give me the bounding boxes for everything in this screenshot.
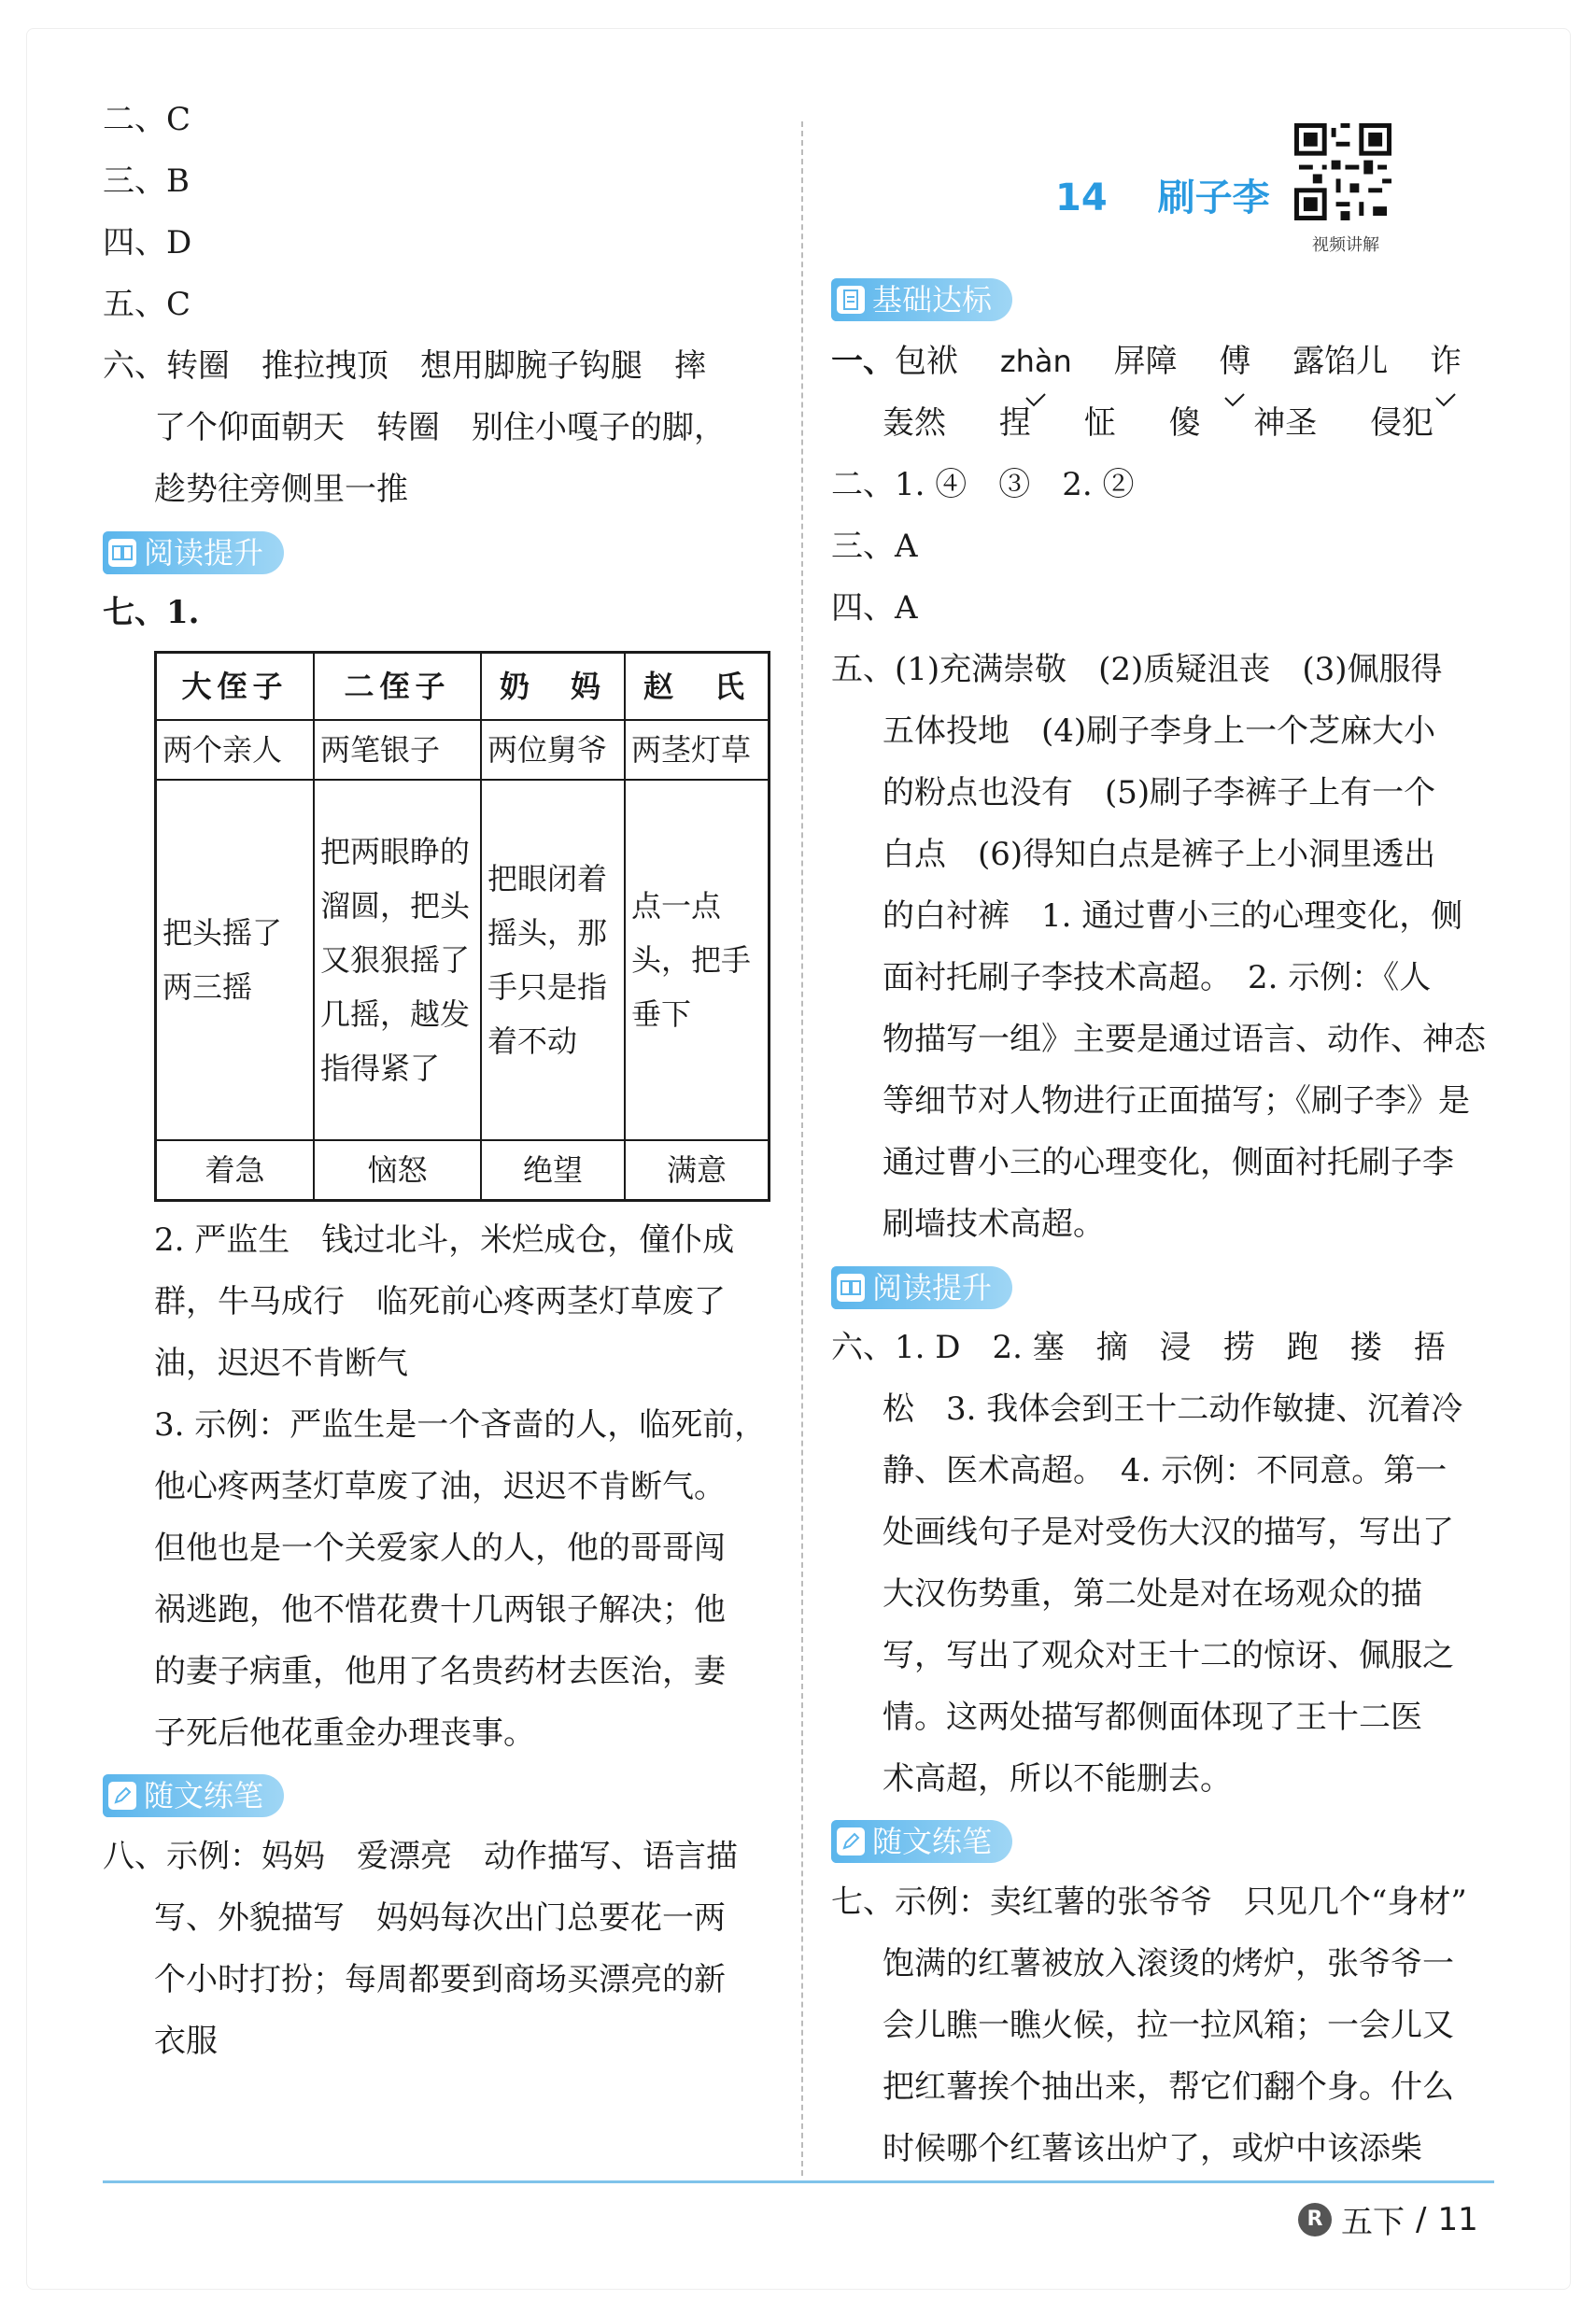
answer-q4: 四、D (103, 224, 192, 261)
answer-q8-line4: 衣服 (154, 2023, 218, 2060)
table-cell: 着急 (156, 1140, 315, 1201)
answer-q7-3-line1: 3. 示例：严监生是一个吝啬的人，临死前， (154, 1406, 767, 1444)
answer-q8-line3: 个小时打扮；每周都要到商场买漂亮的新 (154, 1961, 726, 1998)
page-footer (1298, 2196, 1478, 2242)
answer-q5-line1: 五、(1)充满崇敬 (2)质疑沮丧 (3)佩服得 (831, 651, 1443, 688)
lesson-name: 刷子李 (1157, 176, 1270, 219)
grade-label: 五下 (1341, 2204, 1405, 2241)
answer-q1-prefix: 一、 (831, 343, 895, 380)
section-tag-writing-right (831, 1820, 1012, 1863)
section-tag-reading-right (831, 1266, 1012, 1309)
answer-q7-3-line4: 祸逃跑，他不惜花费十几两银子解决；他 (154, 1591, 726, 1629)
table-cell: 两笔银子 (314, 720, 481, 780)
book-icon (108, 539, 136, 567)
answer-q6-line1: 六、1. D 2. 塞 摘 浸 捞 跑 搂 捂 (831, 1329, 1446, 1366)
answer-q7-2-line1: 2. 严监生 钱过北斗，米烂成仓，僮仆成 (154, 1221, 735, 1259)
table-cell: 点一点头，把手垂下 (625, 780, 770, 1140)
answer-q5-line5: 的白衬裤 1. 通过曹小三的心理变化，侧 (883, 897, 1463, 935)
answer-q1-word: 傻 (1168, 404, 1201, 442)
answer-q6-line4: 处画线句子是对受伤大汉的描写，写出了 (883, 1514, 1454, 1551)
answer-q5: 五、C (103, 286, 191, 323)
answer-q6-line1: 六、转圈 推拉拽顶 想用脚腕子钩腿 摔 (103, 347, 706, 385)
section-tag-basic (831, 278, 1012, 321)
section-tag-label: 基础达标 (872, 282, 993, 317)
answer-q7-line5: 时候哪个红薯该出炉了，或炉中该添柴 (883, 2130, 1422, 2167)
footer-rule (103, 2180, 1494, 2183)
section-tag-label: 随文练笔 (144, 1778, 264, 1813)
table-cell: 两茎灯草 (625, 720, 770, 780)
lesson-number: 14 (1055, 176, 1108, 219)
answer-q3: 三、A (831, 528, 918, 565)
answer-q7-3-line5: 的妻子病重，他用了名贵药材去医治，妻 (154, 1653, 726, 1690)
lesson-title (1055, 168, 1270, 221)
answer-q5-line7: 物描写一组》主要是通过语言、动作、神态 (883, 1021, 1486, 1058)
table-row (156, 1140, 770, 1201)
checkmark-icon (1024, 392, 1047, 407)
answer-q5-line4: 白点 (6)得知白点是裤子上小洞里透出 (883, 836, 1436, 873)
answer-q3: 三、B (103, 162, 190, 200)
footer-separator: / (1416, 2200, 1427, 2238)
answer-q1-word: 怔 (1083, 404, 1116, 442)
right-column (831, 269, 1499, 2180)
answer-q5-line2: 五体投地 (4)刷子李身上一个芝麻大小 (883, 713, 1436, 750)
answer-q1-char: 傅 (1219, 331, 1250, 392)
document-icon (837, 286, 865, 314)
section-tag-label: 阅读提升 (872, 1270, 993, 1305)
answer-q7-line2: 饱满的红薯被放入滚烫的烤炉，张爷爷一 (883, 1945, 1454, 1982)
table-header: 赵 氏 (625, 653, 770, 721)
answer-q5-line10: 刷墙技术高超。 (883, 1206, 1105, 1243)
answer-q1-word: 屏障 (1113, 343, 1178, 380)
table-row (156, 720, 770, 780)
answer-q6-line6: 写，写出了观众对王十二的惊讶、佩服之 (883, 1637, 1454, 1674)
table-cell: 两位舅爷 (481, 720, 625, 780)
section-tag-label: 随文练笔 (872, 1824, 993, 1859)
answer-q6-line5: 大汉伤势重，第二处是对在场观众的描 (883, 1575, 1422, 1613)
table-header-row (156, 653, 770, 721)
answer-q1-word: 捏 (998, 404, 1031, 442)
answer-q1-line2 (831, 392, 1499, 454)
answer-q7-line3: 会儿瞧一瞧火候，拉一拉风箱；一会儿又 (883, 2007, 1454, 2044)
answer-q2: 二、C (103, 101, 191, 138)
answer-q1-word: 露馅儿 (1292, 343, 1389, 380)
answer-q7-3-line3: 但他也是一个关爱家人的人，他的哥哥闯 (154, 1530, 726, 1567)
answer-q6-line3: 静、医术高超。 4. 示例：不同意。第一 (883, 1452, 1448, 1489)
qr-label: 视频讲解 (1312, 235, 1379, 255)
column-divider (801, 121, 803, 2176)
answer-q6-line7: 情。这两处描写都侧面体现了王十二医 (883, 1699, 1422, 1736)
answer-q6-line2: 了个仰面朝天 转圈 别住小嘎子的脚， (154, 409, 726, 446)
table-row (156, 780, 770, 1140)
answer-q5-line6: 面衬托刷子李技术高超。 2. 示例：《人 (883, 959, 1432, 996)
table-cell: 两个亲人 (156, 720, 315, 780)
answer-q1-word: 神圣 (1253, 404, 1318, 442)
table-cell: 满意 (625, 1140, 770, 1201)
book-icon (837, 1274, 865, 1302)
pencil-icon (108, 1782, 136, 1810)
answer-q7-2-line3: 油，迟迟不肯断气 (154, 1345, 408, 1382)
answer-q1-word: 包袱 (895, 343, 958, 380)
answer-q1-word: 侵犯 (1370, 404, 1434, 442)
answer-q5-line9: 通过曹小三的心理变化，侧面衬托刷子李 (883, 1144, 1454, 1181)
answer-q7-3-line6: 子死后他花重金办理丧事。 (154, 1714, 535, 1752)
answer-q8-line1: 八、示例：妈妈 爱漂亮 动作描写、语言描 (103, 1838, 738, 1875)
table-header: 大侄子 (156, 653, 315, 721)
answer-q7-2-line2: 群，牛马成行 临死前心疼两茎灯草废了 (154, 1283, 726, 1320)
table-cell: 把头摇了两三摇 (156, 780, 315, 1140)
publisher-badge-icon: R (1298, 2203, 1332, 2236)
table-cell: 把两眼睁的溜圆，把头又狠狠摇了几摇，越发指得紧了 (314, 780, 481, 1140)
table-cell: 把眼闭着摇头，那手只是指着不动 (481, 780, 625, 1140)
section-tag-label: 阅读提升 (144, 535, 264, 571)
table-header: 二侄子 (314, 653, 481, 721)
answer-q7-label: 七、1. (103, 594, 200, 631)
answer-q7-3-line2: 他心疼两茎灯草废了油，迟迟不肯断气。 (154, 1468, 726, 1505)
answer-q6-line8: 术高超，所以不能删去。 (883, 1760, 1232, 1798)
answer-q6-line3: 趁势往旁侧里一推 (154, 471, 408, 508)
page-number: 11 (1437, 2200, 1478, 2238)
answer-q4: 四、A (831, 589, 918, 627)
answer-q5-line8: 等细节对人物进行正面描写；《刷子李》是 (883, 1082, 1470, 1120)
pencil-icon (837, 1827, 865, 1855)
answer-q2: 二、1. ④ ③ 2. ② (831, 466, 1135, 503)
answer-q1-line1 (831, 331, 1499, 392)
answer-q1-word: 轰然 (883, 404, 946, 442)
section-tag-writing-left (103, 1774, 284, 1817)
answer-q8-line2: 写、外貌描写 妈妈每次出门总要花一两 (154, 1899, 726, 1937)
qr-code-icon[interactable] (1294, 123, 1391, 220)
left-column (103, 89, 775, 2072)
answer-q1-char: 诈 (1430, 331, 1462, 392)
answer-q7-line4: 把红薯挨个抽出来，帮它们翻个身。什么 (883, 2068, 1454, 2106)
answer-q5-line3: 的粉点也没有 (5)刷子李裤子上有一个 (883, 774, 1436, 811)
checkmark-icon (1223, 392, 1246, 407)
answer-q7-line1: 七、示例：卖红薯的张爷爷 只见几个“身材” (831, 1884, 1467, 1921)
section-tag-reading-left (103, 531, 284, 574)
checkmark-icon (1434, 392, 1457, 407)
table-header: 奶 妈 (481, 653, 625, 721)
table-cell: 恼怒 (314, 1140, 481, 1201)
answer-q6-line2: 松 3. 我体会到王十二动作敏捷、沉着冷 (883, 1390, 1463, 1428)
character-table (154, 651, 770, 1202)
table-cell: 绝望 (481, 1140, 625, 1201)
answer-q1-pinyin: zhàn (1000, 331, 1072, 392)
